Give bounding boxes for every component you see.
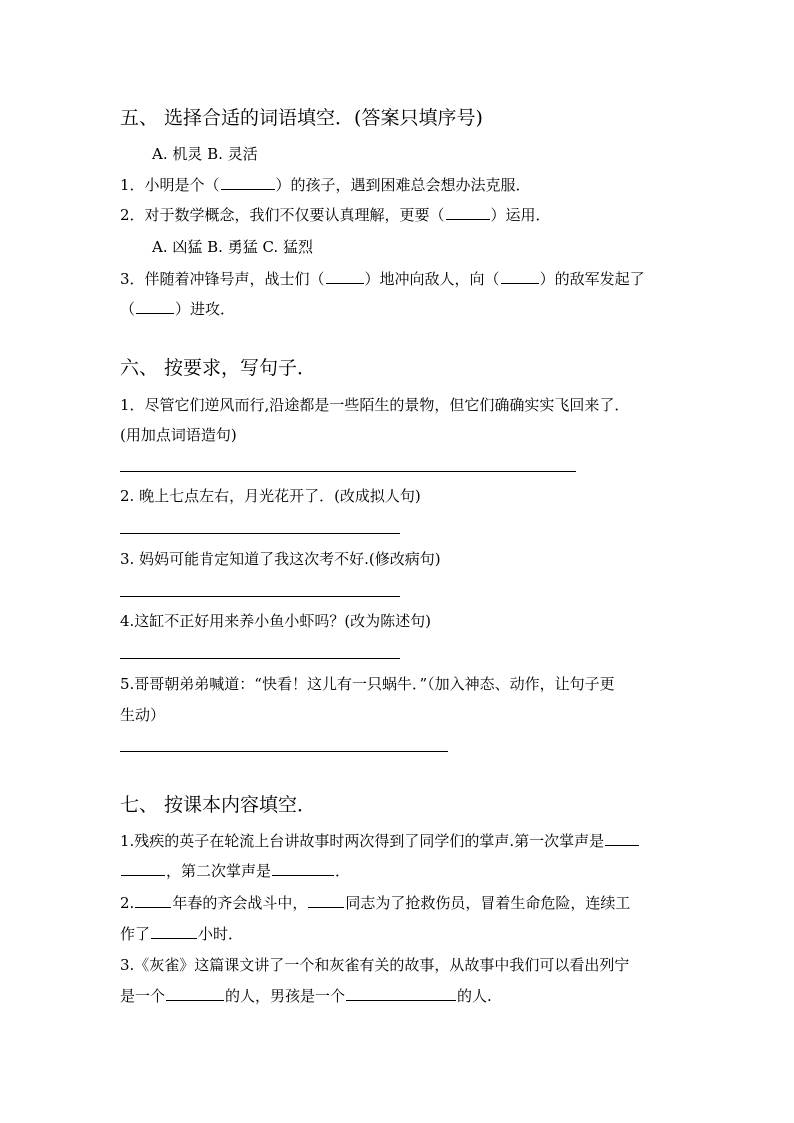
question-5-3-cont [120,299,235,319]
answer-line[interactable] [120,471,576,472]
answer-blank[interactable] [326,269,364,284]
question-7-3: 3.《灰雀》这篇课文讲了一个和灰雀有关的故事，从故事中我们可以看出列宁 [120,956,630,974]
answer-line[interactable] [120,533,400,534]
text: 的人，男孩是一个 [225,987,346,1005]
question-6-2: 2. 晚上七点左右，月光花开了．(改成拟人句) [120,487,421,505]
answer-line[interactable] [120,596,400,597]
answer-blank[interactable] [151,924,197,939]
question-7-2 [120,893,630,913]
text: ）进攻． [175,300,236,318]
answer-blank[interactable] [501,269,539,284]
text: ）的敌军发起了 [539,270,645,288]
text: 1．小明是个（ [120,176,220,194]
text: ）的孩子，遇到困难总会想办法克服． [275,176,531,194]
answer-blank[interactable] [135,893,171,908]
section-6-heading: 六、 按要求，写句子． [120,357,317,379]
question-5-1 [120,175,531,195]
question-6-1: 1．尽管它们逆风而行,沿途都是一些陌生的景物，但它们确确实实飞回来了． [120,396,630,414]
question-5-3 [120,269,645,289]
text: 年春的齐会战斗中， [172,894,308,912]
text: ）地冲向敌人，向（ [364,270,500,288]
section-5-heading: 五、 选择合适的词语填空．(答案只填序号) [120,107,483,129]
text: 2. [120,894,135,912]
text: （ [120,300,136,318]
question-7-3-cont [120,986,492,1006]
text: 的人. [457,987,492,1005]
answer-blank[interactable] [346,986,456,1001]
answer-blank[interactable] [136,299,174,314]
answer-line[interactable] [120,751,448,752]
question-6-3: 3. 妈妈可能肯定知道了我这次考不好.(修改病句) [120,550,441,568]
text: 是一个 [120,987,166,1005]
options-group-1: A. 机灵 B. 灵活 [152,145,258,163]
text: 作了 [120,925,151,943]
question-6-1-instruction: (用加点词语造句) [120,426,237,444]
question-7-2-cont [120,924,243,944]
options-group-2: A. 凶猛 B. 勇猛 C. 猛烈 [152,238,313,256]
text: ）运用． [490,206,551,224]
answer-blank[interactable] [221,175,275,190]
section-7-heading: 七、 按课本内容填空． [120,794,317,816]
answer-blank[interactable] [446,205,490,220]
question-7-1-cont [120,861,350,881]
text: ． [335,862,351,880]
text: 小时． [198,925,244,943]
question-6-4: 4.这缸不正好用来养小鱼小虾吗？(改为陈述句) [120,612,432,630]
text: 3．伴随着冲锋号声，战士们（ [120,270,325,288]
text: 2．对于数学概念，我们不仅要认真理解，更要（ [120,206,445,224]
answer-blank[interactable] [121,861,165,876]
text: 同志为了抢救伤员，冒着生命危险，连续工 [345,894,631,912]
question-7-1 [120,831,640,851]
answer-blank[interactable] [272,861,334,876]
question-6-5-cont: 生动） [120,706,166,724]
answer-blank[interactable] [166,986,224,1001]
question-5-2 [120,205,551,225]
answer-blank[interactable] [605,831,639,846]
text: ，第二次掌声是 [166,862,272,880]
question-6-5: 5.哥哥朝弟弟喊道：“快看！这儿有一只蜗牛．”（加入神态、动作，让句子更 [120,675,615,693]
text: 1.残疾的英子在轮流上台讲故事时两次得到了同学们的掌声.第一次掌声是 [120,832,605,850]
answer-blank[interactable] [308,893,344,908]
answer-line[interactable] [120,658,400,659]
